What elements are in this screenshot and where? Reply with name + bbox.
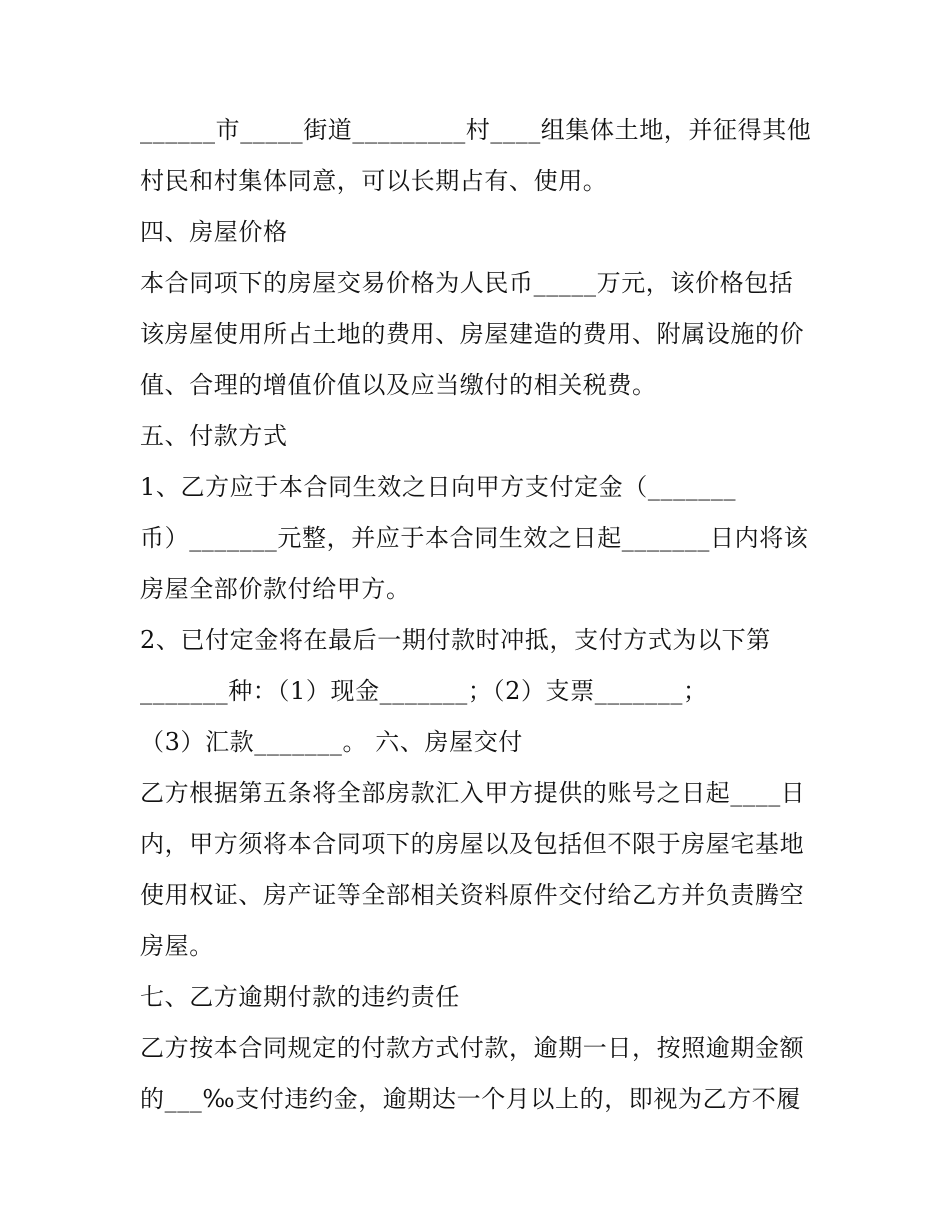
text-line: 房屋全部价款付给甲方。 xyxy=(140,575,411,603)
text-line: 值、合理的增值价值以及应当缴付的相关税费。 xyxy=(140,371,657,399)
text-line: 该房屋使用所占土地的费用、房屋建造的费用、附属设施的价 xyxy=(140,320,805,348)
text-line: 币）_______元整，并应于本合同生效之日起_______日内将该 xyxy=(140,524,809,552)
text-line: _______种：（1）现金_______；（2）支票_______； xyxy=(140,677,708,705)
text-line: 1、乙方应于本合同生效之日向甲方支付定金（_______ xyxy=(140,473,737,501)
text-line: 乙方根据第五条将全部房款汇入甲方提供的账号之日起____日 xyxy=(140,779,806,807)
section-heading: 七、乙方逾期付款的违约责任 xyxy=(140,983,460,1011)
text-line: 村民和村集体同意，可以长期占有、使用。 xyxy=(140,167,608,195)
text-line: 使用权证、房产证等全部相关资料原件交付给乙方并负责腾空 xyxy=(140,881,805,909)
text-line: 乙方按本合同规定的付款方式付款，逾期一日，按照逾期金额 xyxy=(140,1034,805,1062)
text-line: 本合同项下的房屋交易价格为人民币_____万元，该价格包括 xyxy=(140,269,794,297)
text-line: 2、已付定金将在最后一期付款时冲抵，支付方式为以下第 xyxy=(140,626,771,654)
text-line: 房屋。 xyxy=(140,932,214,960)
text-line: 内，甲方须将本合同项下的房屋以及包括但不限于房屋宅基地 xyxy=(140,830,805,858)
text-line: （3）汇款_______。 六、房屋交付 xyxy=(140,728,523,756)
text-line: ______市_____街道_________村____组集体土地，并征得其他 xyxy=(140,116,812,144)
document-page xyxy=(140,105,820,1125)
section-heading: 五、付款方式 xyxy=(140,422,288,450)
section-heading: 四、房屋价格 xyxy=(140,218,288,246)
text-line: 的___‰支付违约金，逾期达一个月以上的，即视为乙方不履 xyxy=(140,1085,802,1113)
